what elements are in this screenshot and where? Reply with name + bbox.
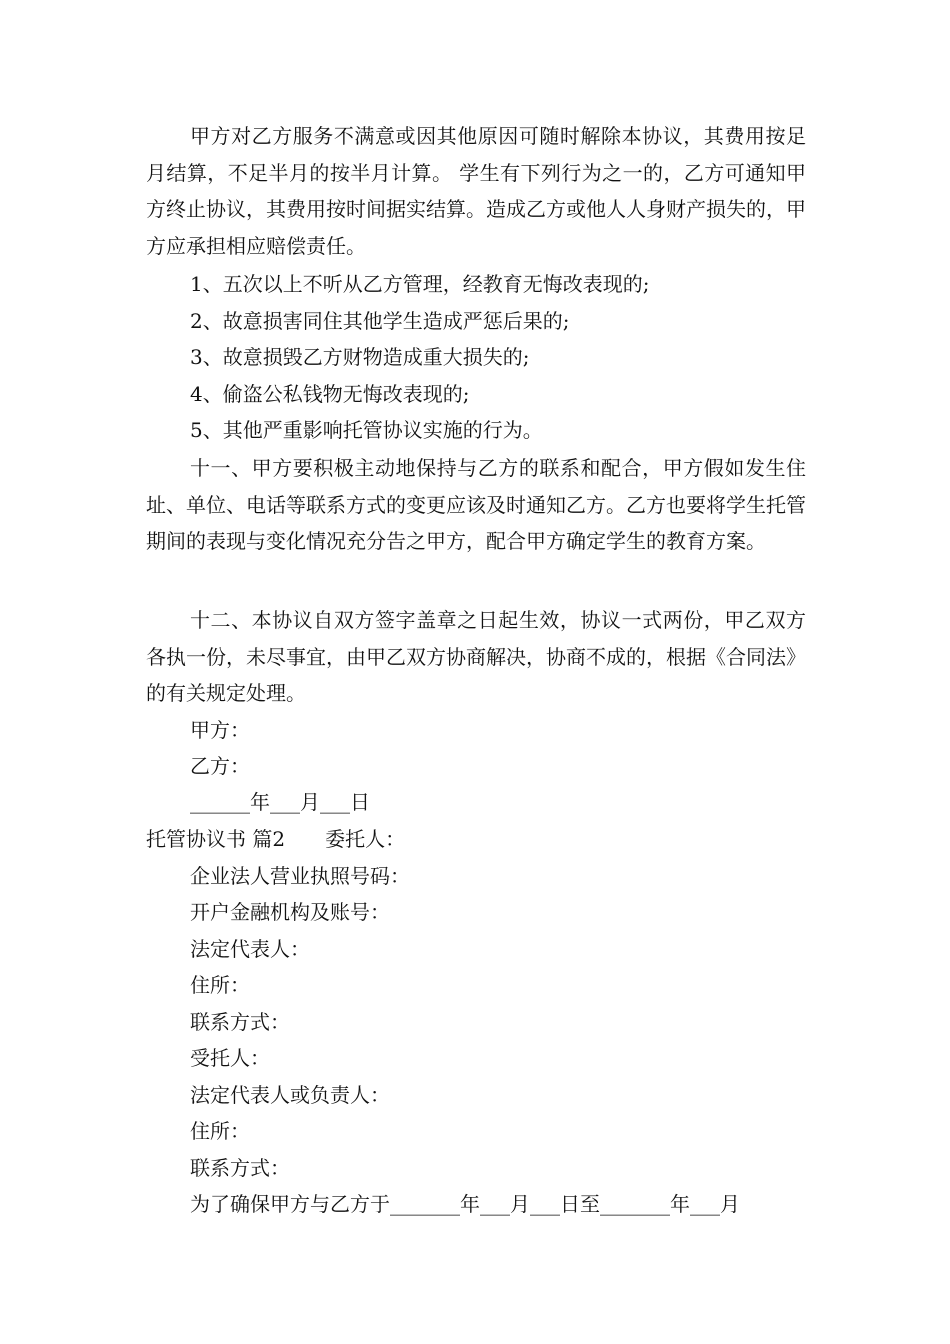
date-line: ______年___月___日 (190, 790, 370, 814)
field-trustee-address: 住所： (190, 1119, 250, 1143)
paragraph-eleven: 十一、甲方要积极主动地保持与乙方的联系和配合，甲方假如发生住址、单位、电话等联系方式的变更应该及时通知乙方。乙方也要将学生托管期间的表现与变化情况充分告之甲方，配合甲方确定学生的教育方案。 (146, 456, 806, 553)
paragraph-termination: 甲方对乙方服务不满意或因其他原因可随时解除本协议，其费用按足月结算，不足半月的按半月计算。 学生有下列行为之一的，乙方可通知甲方终止协议，其费用按时间据实结算。造成乙方或他人人身财产损失的，甲方应承担相应赔偿责任。 (146, 124, 806, 258)
list-item-5: 5、其他严重影响托管协议实施的行为。 (190, 418, 543, 442)
term-sentence: 为了确保甲方与乙方于_______年___月___日至_______年___月 (190, 1192, 740, 1216)
field-bank-account: 开户金融机构及账号： (190, 900, 390, 924)
field-contact: 联系方式： (190, 1010, 290, 1034)
field-trustee-rep: 法定代表人或负责人： (190, 1083, 390, 1107)
list-item-2: 2、故意损害同住其他学生造成严惩后果的; (190, 309, 570, 333)
field-trustee-contact: 联系方式： (190, 1156, 290, 1180)
party-a-label: 甲方： (190, 718, 250, 742)
paragraph-twelve: 十二、本协议自双方签字盖章之日起生效，协议一式两份，甲乙双方各执一份，未尽事宜，由甲乙双方协商解决，协商不成的，根据《合同法》的有关规定处理。 (146, 608, 806, 705)
field-license-number: 企业法人营业执照号码： (190, 864, 410, 888)
list-item-1: 1、五次以上不听从乙方管理，经教育无悔改表现的; (190, 272, 650, 296)
list-item-4: 4、偷盗公私钱物无悔改表现的; (190, 382, 470, 406)
field-legal-rep: 法定代表人： (190, 937, 310, 961)
party-b-label: 乙方： (190, 754, 250, 778)
field-trustee: 受托人： (190, 1046, 270, 1070)
field-address: 住所： (190, 973, 250, 997)
section2-heading: 托管协议书 篇2 委托人： (146, 827, 406, 851)
list-item-3: 3、故意损毁乙方财物造成重大损失的; (190, 345, 530, 369)
